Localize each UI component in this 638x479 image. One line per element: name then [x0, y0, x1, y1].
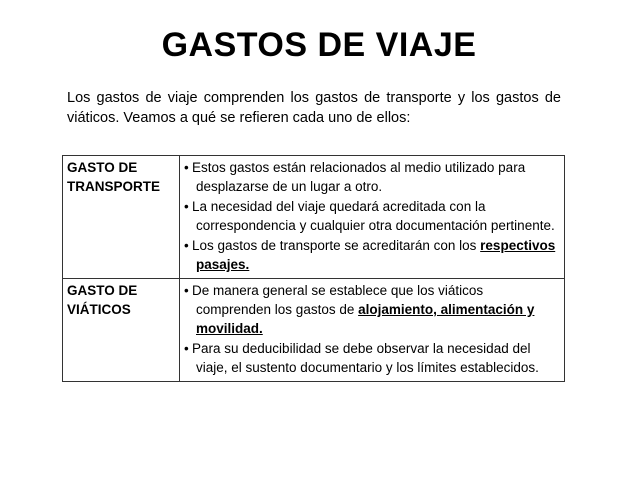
row-label-line2: VIÁTICOS [67, 302, 131, 317]
row-label-line2: TRANSPORTE [67, 179, 161, 194]
bullet-icon: • [184, 283, 189, 298]
bullet-text: La necesidad del viaje quedará acreditada con la correspondencia y cualquier otra documentación pertinente. [192, 199, 555, 233]
page-title: GASTOS DE VIAJE [161, 26, 477, 64]
row-description-viaticos [180, 279, 565, 382]
bullet-text: De manera general se establece que los viáticos comprenden los gastos de [192, 283, 484, 317]
table-row-transporte [63, 156, 565, 279]
bullet-item [184, 281, 560, 338]
bullet-item [184, 339, 560, 377]
row-label-line1: GASTO DE [67, 160, 138, 175]
bullet-item [184, 158, 560, 196]
bullet-icon: • [184, 341, 189, 356]
bullet-text: Estos gastos están relacionados al medio utilizado para desplazarse de un lugar a otro. [192, 160, 526, 194]
bullet-text: Los gastos de transporte se acreditarán con los [192, 238, 481, 253]
table-row-viaticos [63, 279, 565, 382]
row-description-transporte [180, 156, 565, 279]
row-label-viaticos [63, 279, 180, 382]
bullet-emphasis: alojamiento, alimentación y movilidad. [196, 302, 535, 336]
bullet-icon: • [184, 199, 189, 214]
expense-types-table [62, 155, 565, 382]
bullet-text: Para su deducibilidad se debe observar la necesidad del viaje, el sustento documentario y los límites establecidos. [192, 341, 539, 375]
bullet-emphasis: respectivos pasajes. [196, 238, 556, 272]
bullet-icon: • [184, 238, 189, 253]
row-label-transporte [63, 156, 180, 279]
bullet-icon: • [184, 160, 189, 175]
row-label-line1: GASTO DE [67, 283, 138, 298]
intro-paragraph: Los gastos de viaje comprenden los gastos de transporte y los gastos de viáticos. Veamos a qué se refieren cada uno de ellos: [67, 90, 561, 126]
bullet-item [184, 236, 560, 274]
bullet-item [184, 197, 560, 235]
